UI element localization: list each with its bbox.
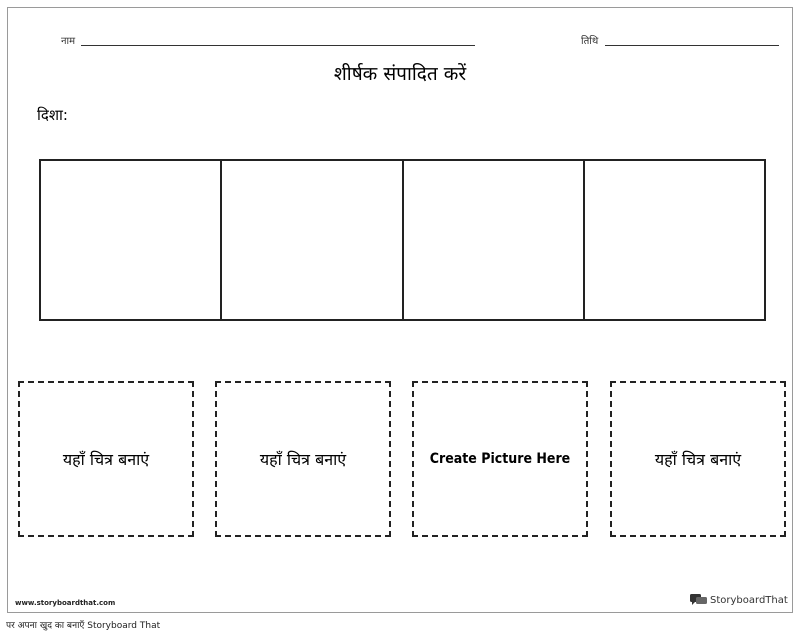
storyboard-cell[interactable] (41, 161, 222, 319)
brand-logo (690, 594, 788, 606)
directions-label[interactable]: दिशा: (37, 106, 68, 124)
website-url: www.storyboardthat.com (15, 599, 116, 607)
picture-box-4[interactable] (610, 381, 786, 537)
brand-name: StoryboardThat (710, 594, 788, 606)
picture-box-label: यहाँ चित्र बनाएं (62, 450, 150, 469)
picture-box-label: यहाँ चित्र बनाएं (654, 450, 742, 469)
storyboard-that-logo-icon (690, 594, 707, 606)
picture-box-label: यहाँ चित्र बनाएं (259, 450, 347, 469)
date-line (605, 45, 779, 46)
storyboard-grid (39, 159, 766, 321)
picture-box-2[interactable] (215, 381, 391, 537)
name-label: नाम (61, 36, 76, 47)
picture-box-3[interactable] (412, 381, 588, 537)
picture-box-label: Create Picture Here (429, 451, 571, 467)
storyboard-cell[interactable] (222, 161, 403, 319)
picture-box-1[interactable] (18, 381, 194, 537)
footer-text[interactable]: पर अपना खुद का बनाएँ Storyboard That (6, 621, 161, 631)
date-label: तिथि (581, 36, 599, 47)
storyboard-cell[interactable] (585, 161, 764, 319)
storyboard-cell[interactable] (404, 161, 585, 319)
name-line (81, 45, 475, 46)
worksheet-title[interactable]: शीर्षक संपादित करें (333, 63, 467, 85)
worksheet-page (7, 7, 793, 613)
